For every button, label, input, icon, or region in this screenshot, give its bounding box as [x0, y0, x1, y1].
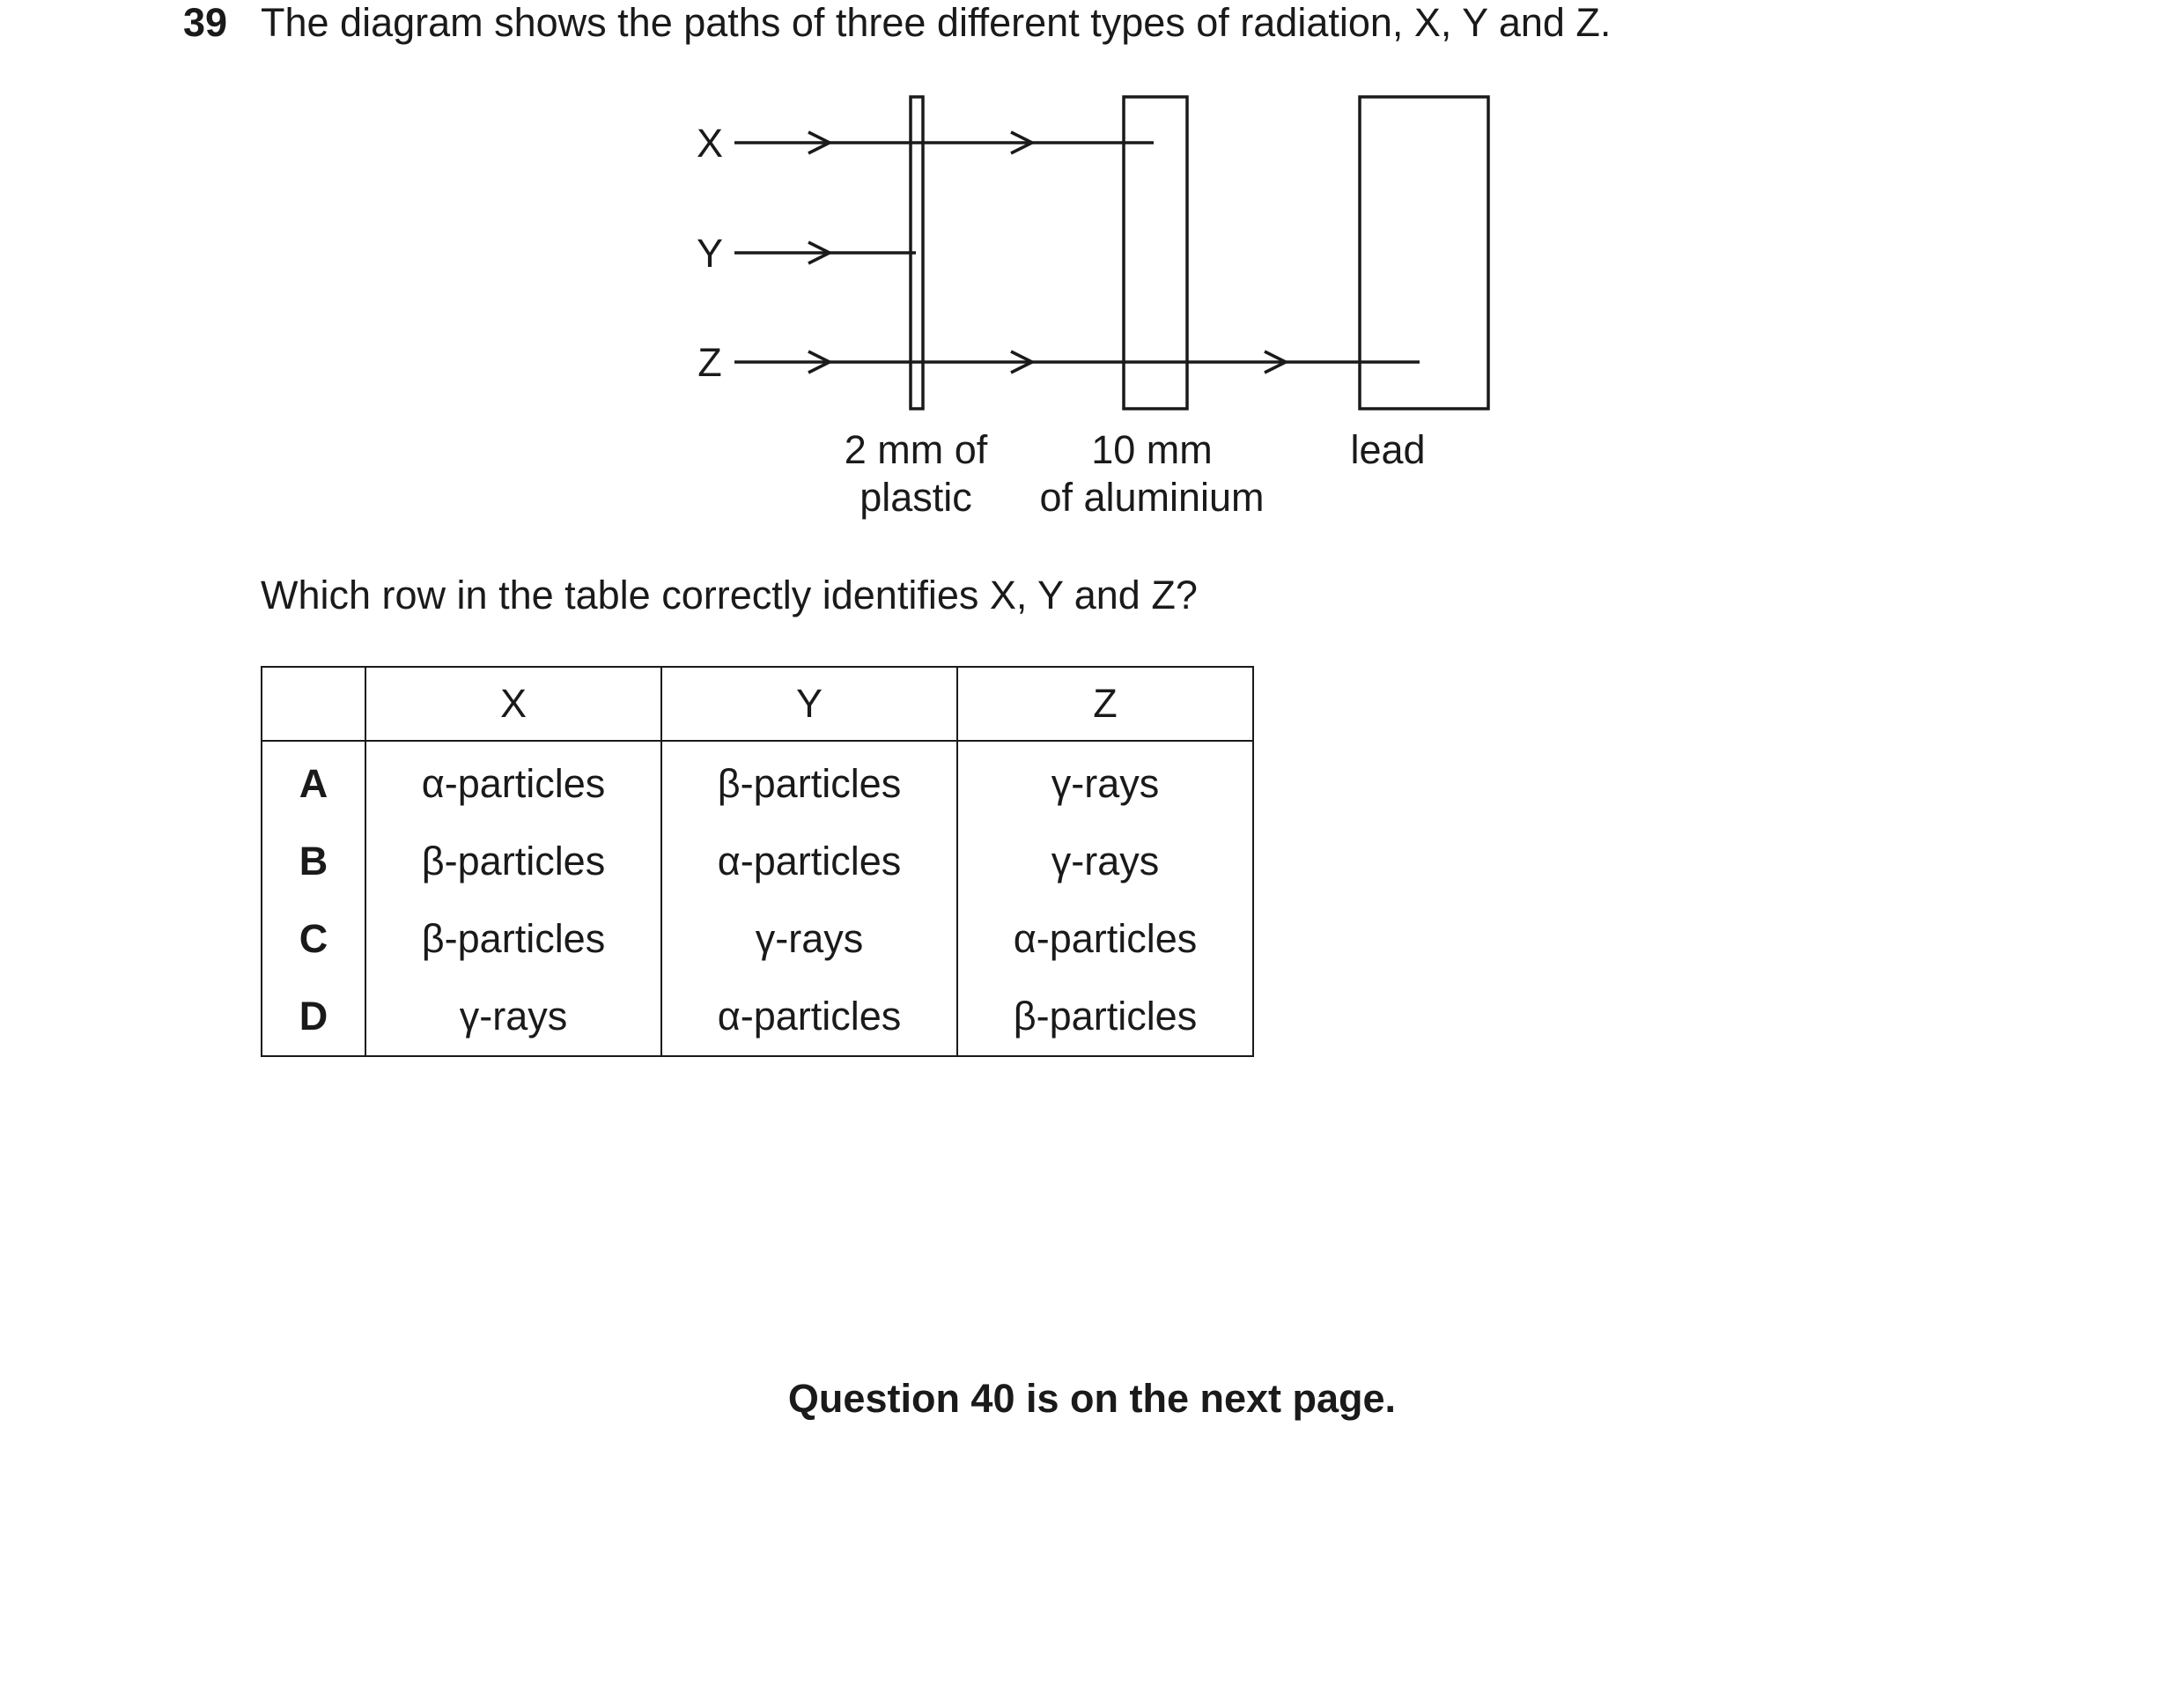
cell-x: β-particles: [365, 823, 661, 900]
radiation-label-z: Z: [697, 340, 722, 385]
header-option: [262, 667, 365, 741]
cell-z: β-particles: [957, 978, 1253, 1056]
cell-z: γ-rays: [957, 823, 1253, 900]
lead-label: lead: [1350, 427, 1426, 472]
aluminium-label-line1: 10 mm: [1091, 427, 1213, 472]
plastic-label-line1: 2 mm of: [844, 427, 988, 472]
radiation-label-x: X: [696, 121, 724, 166]
question-number: 39: [183, 0, 228, 45]
table-row: [262, 823, 1253, 900]
table-header-row: [262, 667, 1253, 741]
header-x: X: [365, 667, 661, 741]
question-stem: The diagram shows the paths of three different types of radiation, X, Y and Z.: [261, 0, 1612, 45]
cell-z: γ-rays: [957, 741, 1253, 823]
answer-table: [261, 666, 1254, 1057]
radiation-diagram: [0, 0, 2184, 564]
table-row: [262, 978, 1253, 1056]
radiation-label-y: Y: [696, 231, 724, 276]
header-y: Y: [661, 667, 957, 741]
header-z: Z: [957, 667, 1253, 741]
question-prompt: Which row in the table correctly identifies X, Y and Z?: [261, 573, 1198, 617]
cell-y: α-particles: [661, 823, 957, 900]
option-letter: B: [262, 823, 365, 900]
cell-x: α-particles: [365, 741, 661, 823]
cell-y: α-particles: [661, 978, 957, 1056]
cell-z: α-particles: [957, 900, 1253, 978]
table-row: [262, 900, 1253, 978]
cell-y: β-particles: [661, 741, 957, 823]
cell-x: β-particles: [365, 900, 661, 978]
next-page-note: Question 40 is on the next page.: [787, 1376, 1397, 1421]
plastic-label-line2: plastic: [860, 475, 972, 520]
option-letter: A: [262, 741, 365, 823]
cell-y: γ-rays: [661, 900, 957, 978]
table-row: [262, 741, 1253, 823]
aluminium-label-line2: of aluminium: [1039, 475, 1265, 520]
cell-x: γ-rays: [365, 978, 661, 1056]
option-letter: C: [262, 900, 365, 978]
option-letter: D: [262, 978, 365, 1056]
